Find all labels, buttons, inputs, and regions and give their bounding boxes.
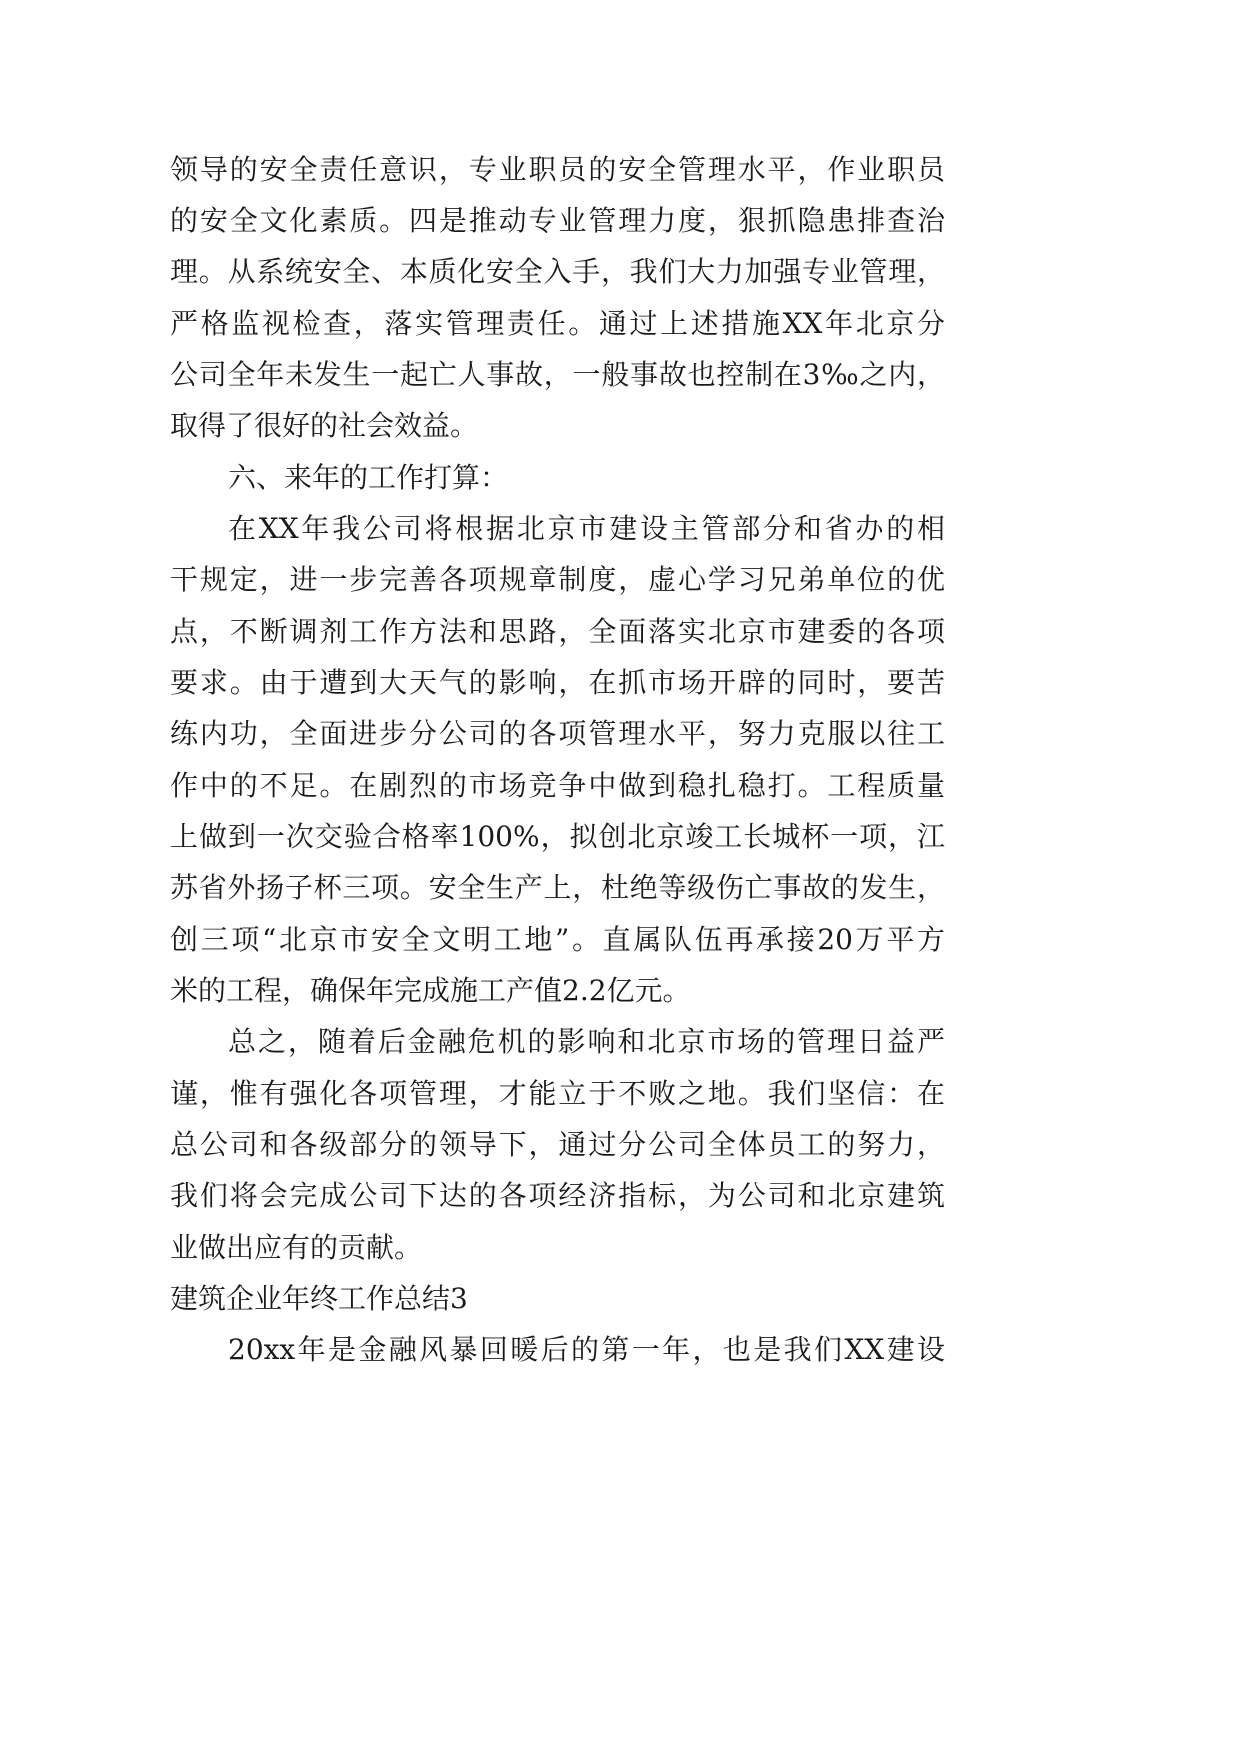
text-line: 练内功，全面进步分公司的各项管理水平，努力克服以往工	[170, 717, 945, 750]
text-line: 点，不断调剂工作方法和思路，全面落实北京市建委的各项	[170, 615, 945, 648]
text-line: 作中的不足。在剧烈的市场竞争中做到稳扎稳打。工程质量	[170, 769, 945, 802]
text-line: 取得了很好的社会效益。	[170, 409, 479, 442]
text-line: 米的工程，确保年完成施工产值2.2亿元。	[170, 974, 691, 1007]
text-line: 上做到一次交验合格率100%，拟创北京竣工长城杯一项，江	[170, 820, 945, 853]
section-heading: 六、来年的工作打算：	[228, 461, 509, 494]
text-line: 我们将会完成公司下达的各项经济指标，为公司和北京建筑	[170, 1179, 945, 1212]
text-line: 领导的安全责任意识，专业职员的安全管理水平，作业职员	[170, 153, 945, 186]
text-line: 创三项“北京市安全文明工地”。直属队伍再承接20万平方	[170, 923, 945, 956]
text-line: 业做出应有的贡献。	[170, 1231, 423, 1264]
text-line: 谨，惟有强化各项管理，才能立于不败之地。我们坚信：在	[170, 1077, 945, 1110]
text-line: 理。从系统安全、本质化安全入手，我们大力加强专业管理，	[170, 255, 945, 288]
text-line: 严格监视检查，落实管理责任。通过上述措施XX年北京分	[170, 307, 945, 340]
text-line: 公司全年未发生一起亡人事故，一般事故也控制在3‰之内，	[170, 358, 945, 391]
paragraph-first-line: 在XX年我公司将根据北京市建设主管部分和省办的相	[228, 512, 945, 545]
text-line: 干规定，进一步完善各项规章制度，虚心学习兄弟单位的优	[170, 563, 945, 596]
text-line: 的安全文化素质。四是推动专业管理力度，狠抓隐患排查治	[170, 204, 945, 237]
document-title: 建筑企业年终工作总结3	[170, 1282, 468, 1315]
paragraph-first-line: 总之，随着后金融危机的影响和北京市场的管理日益严	[228, 1025, 945, 1058]
text-line: 苏省外扬子杯三项。安全生产上，杜绝等级伤亡事故的发生，	[170, 871, 945, 904]
text-line: 要求。由于遭到大天气的影响，在抓市场开辟的同时，要苦	[170, 666, 945, 699]
paragraph-first-line: 20xx年是金融风暴回暖后的第一年，也是我们XX建设	[228, 1333, 945, 1366]
text-line: 总公司和各级部分的领导下，通过分公司全体员工的努力，	[170, 1128, 945, 1161]
